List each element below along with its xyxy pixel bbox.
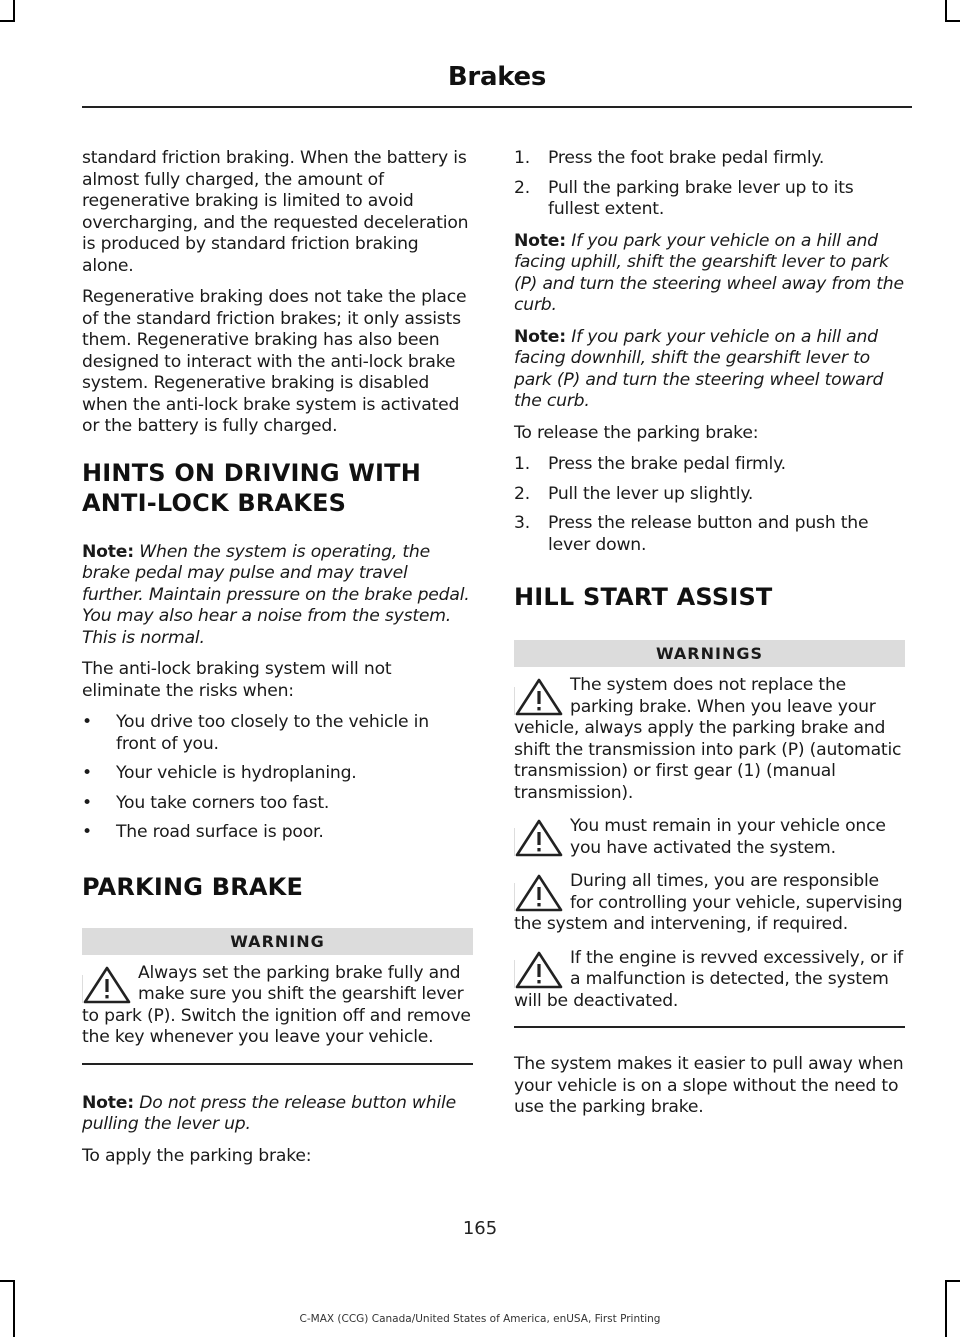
- step-text: Press the release button and push the lever down.: [548, 513, 869, 555]
- list-item-text: The road surface is poor.: [116, 822, 324, 842]
- warning-block: [514, 948, 905, 1013]
- note-text: Do not press the release button while pulling the lever up.: [82, 1092, 456, 1134]
- warning-text: During all times, you are responsible for controlling your vehicle, supervising the system and intervening, if required.: [514, 871, 903, 934]
- list-item-text: Your vehicle is hydroplaning.: [116, 763, 357, 783]
- note-label: Note:: [514, 326, 566, 347]
- list-item-text: You drive too closely to the vehicle in front of you.: [116, 712, 429, 754]
- warning-text: If the engine is revved excessively, or if a malfunction is detected, the system will be deactivated.: [514, 947, 904, 1011]
- heading-line: ANTI-LOCK BRAKES: [82, 488, 347, 517]
- step-number: 3.: [514, 513, 530, 533]
- crop-mark: [945, 1280, 960, 1282]
- warning-triangle-icon: [514, 816, 566, 858]
- left-column: [82, 148, 473, 1177]
- note-text: If you park your vehicle on a hill and facing uphill, shift the gearshift lever to park (P) and turn the steering wheel away from the curb.: [514, 230, 904, 315]
- step-number: 2.: [514, 177, 530, 198]
- step-number: 1.: [514, 148, 530, 168]
- section-heading-hill: HILL START ASSIST: [514, 583, 773, 611]
- warning-triangle-icon: [514, 675, 566, 717]
- crop-mark: [945, 1280, 947, 1337]
- note-label: Note:: [514, 230, 566, 251]
- note: [82, 1093, 473, 1136]
- paragraph: standard friction braking. When the battery is almost fully charged, the amount of regenerative braking is limited to avoid overcharging, and the requested deceleration is produced by standard friction braking alone.: [82, 148, 469, 276]
- note-text: If you park your vehicle on a hill and facing downhill, shift the gearshift lever to park (P) and turn the steering wheel toward the curb.: [514, 326, 884, 411]
- apply-steps: [514, 148, 905, 221]
- list-item: [514, 484, 905, 506]
- bullet-list: [82, 712, 473, 844]
- crop-mark: [13, 0, 15, 20]
- list-item: [82, 822, 473, 844]
- warning-triangle-icon: [514, 871, 566, 913]
- step-text: Press the foot brake pedal firmly.: [548, 148, 825, 168]
- note: [514, 231, 905, 317]
- bullet-icon: •: [82, 763, 92, 783]
- warning-block: [514, 871, 905, 936]
- paragraph: To apply the parking brake:: [82, 1145, 312, 1166]
- crop-mark: [0, 20, 15, 22]
- release-steps: [514, 454, 905, 556]
- bullet-icon: •: [82, 712, 92, 732]
- step-text: Pull the parking brake lever up to its fullest extent.: [548, 177, 854, 219]
- warnings-header: WARNINGS: [514, 640, 905, 667]
- page-title: Brakes: [447, 62, 546, 92]
- section-heading-abs: [82, 458, 473, 518]
- warning-text: The system does not replace the parking brake. When you leave your vehicle, always apply the parking brake and shift the transmission into park (P) (automatic transmission) or first gear (1) (manual transmission).: [514, 675, 902, 803]
- right-column: [514, 148, 905, 1129]
- paragraph: Regenerative braking does not take the place of the standard friction brakes; it only assists them. Regenerative braking has also been designed to interact with the anti-lock brake system. Regenerative braking is disabled when the anti-lock brake system is activated or the battery is fully charged.: [82, 287, 467, 436]
- step-text: Pull the lever up slightly.: [548, 483, 754, 504]
- list-item: [82, 793, 473, 815]
- list-item: [514, 454, 905, 476]
- paragraph: The system makes it easier to pull away when your vehicle is on a slope without the need to use the parking brake.: [514, 1054, 904, 1117]
- paragraph: The anti-lock braking system will not eliminate the risks when:: [82, 659, 392, 701]
- step-text: Press the brake pedal firmly.: [548, 454, 786, 474]
- crop-mark: [945, 0, 947, 20]
- warning-triangle-icon: [82, 963, 134, 1005]
- step-number: 1.: [514, 454, 530, 474]
- warning-block: [514, 675, 905, 804]
- warning-text: You must remain in your vehicle once you have activated the system.: [570, 816, 886, 858]
- warning-block: [514, 816, 905, 859]
- list-item: [514, 148, 905, 170]
- footer-text: C-MAX (CCG) Canada/United States of America, enUSA, First Printing: [299, 1313, 661, 1325]
- list-item: [514, 178, 905, 221]
- heading-line: HINTS ON DRIVING WITH: [82, 458, 421, 487]
- warning-header: WARNING: [82, 928, 473, 955]
- list-item: [514, 513, 905, 556]
- bullet-icon: •: [82, 822, 92, 842]
- warning-rule: [514, 1026, 905, 1028]
- bullet-icon: •: [82, 792, 92, 813]
- crop-mark: [0, 1280, 15, 1282]
- warning-text: Always set the parking brake fully and make sure you shift the gearshift lever to park (P). Switch the ignition off and remove the key whenever you leave your vehicle.: [82, 962, 471, 1047]
- crop-mark: [945, 20, 960, 22]
- warning-block: [82, 963, 473, 1049]
- header-rule: [82, 106, 912, 108]
- paragraph: To release the parking brake:: [514, 422, 759, 443]
- list-item: [82, 763, 473, 785]
- section-heading-parking: PARKING BRAKE: [82, 872, 304, 901]
- warning-triangle-icon: [514, 948, 566, 990]
- list-item: [82, 712, 473, 755]
- warning-rule: [82, 1063, 473, 1065]
- note: [514, 327, 905, 413]
- page-number: 165: [462, 1218, 498, 1239]
- crop-mark: [13, 1280, 15, 1337]
- note-text: When the system is operating, the brake pedal may pulse and may travel further. Maintain pressure on the brake pedal. You may also hear a noise from the system. This is normal.: [82, 541, 470, 648]
- note: [82, 542, 473, 650]
- list-item-text: You take corners too fast.: [116, 792, 330, 813]
- note-label: Note:: [82, 1092, 134, 1113]
- step-number: 2.: [514, 483, 530, 504]
- note-label: Note:: [82, 541, 134, 562]
